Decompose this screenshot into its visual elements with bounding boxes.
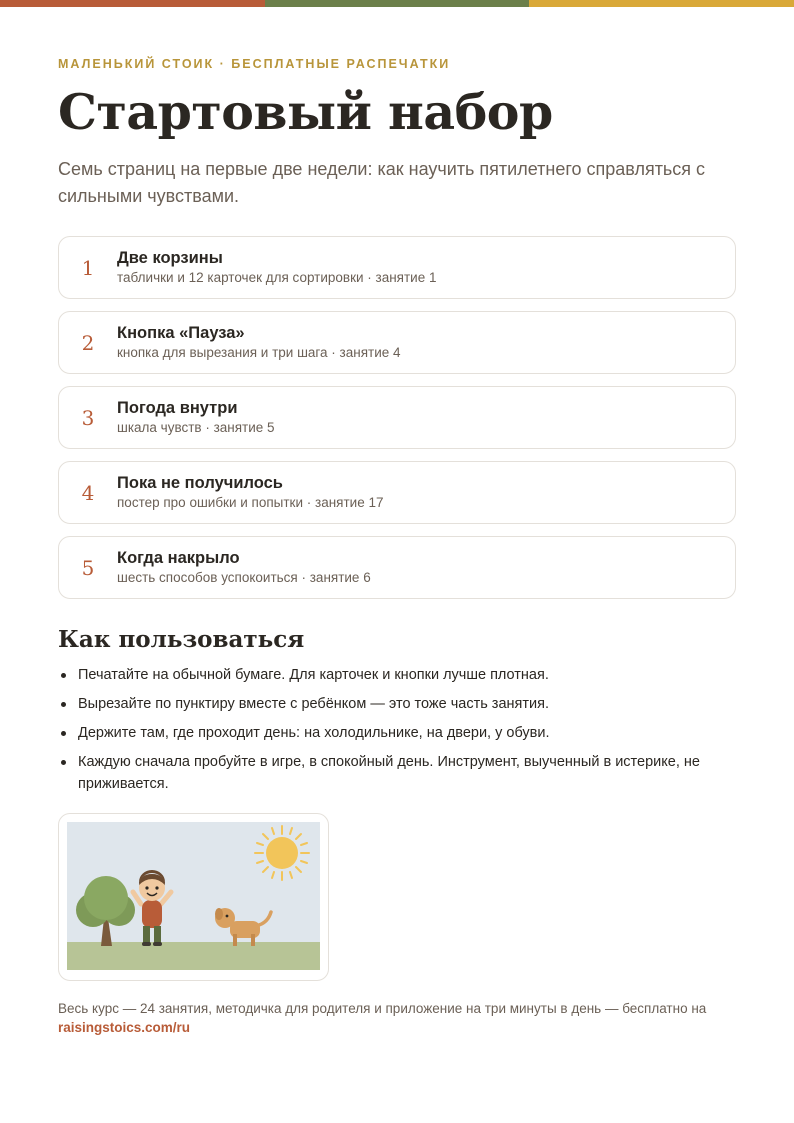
item-title: Пока не получилось xyxy=(117,474,283,492)
lead-text: Семь страниц на первые две недели: как научить пятилетнего справляться с сильными чувствами. xyxy=(58,159,706,206)
item-description: постер про ошибки и попытки · занятие 17 xyxy=(117,495,384,510)
course-link[interactable]: raisingstoics.com/ru xyxy=(58,1020,191,1035)
item-description: таблички и 12 карточек для сортировки · занятие 1 xyxy=(117,270,437,285)
tip-item: Печатайте на обычной бумаге. Для карточек и кнопки лучше плотная. xyxy=(58,664,736,686)
tip-item: Держите там, где проходит день: на холодильнике, на двери, у обуви. xyxy=(58,722,736,744)
item-title: Две корзины xyxy=(117,249,223,267)
item-number: 3 xyxy=(81,405,95,430)
top-bar-yellow xyxy=(529,0,794,7)
item-number: 5 xyxy=(81,555,95,580)
tip-item: Вырезайте по пунктиру вместе с ребёнком — это тоже часть занятия. xyxy=(58,693,736,715)
grass xyxy=(67,942,320,970)
item-title: Кнопка «Пауза» xyxy=(117,324,245,342)
list-item[interactable] xyxy=(58,386,736,449)
illustration-card xyxy=(58,813,329,981)
list-item[interactable] xyxy=(58,311,736,374)
howto-heading: Как пользоваться xyxy=(58,626,305,653)
item-title: Погода внутри xyxy=(117,399,238,417)
footer-text: Весь курс — 24 занятия, методичка для родителя и приложение на три минуты в день — бесплатно на xyxy=(58,1001,707,1016)
list-item[interactable] xyxy=(58,236,736,299)
top-bar-green xyxy=(265,0,530,7)
child-dog-illustration xyxy=(67,822,320,970)
item-description: кнопка для вырезания и три шага · занятие 4 xyxy=(117,345,401,360)
page-title: Стартовый набор xyxy=(58,83,553,141)
item-number: 2 xyxy=(81,330,95,355)
item-title: Когда накрыло xyxy=(117,549,240,567)
top-bar-red xyxy=(0,0,265,7)
list-item[interactable] xyxy=(58,536,736,599)
footer-note xyxy=(58,999,736,1037)
top-color-bar xyxy=(0,0,794,7)
list-item[interactable] xyxy=(58,461,736,524)
printables-list xyxy=(58,236,736,611)
item-number: 1 xyxy=(81,255,95,280)
tips-list xyxy=(58,664,736,802)
item-description: шесть способов успокоиться · занятие 6 xyxy=(117,570,371,585)
item-number: 4 xyxy=(81,480,95,505)
sun-disc xyxy=(266,837,298,869)
eyebrow: МАЛЕНЬКИЙ СТОИК · БЕСПЛАТНЫЕ РАСПЕЧАТКИ xyxy=(58,57,451,71)
tip-item: Каждую сначала пробуйте в игре, в спокойный день. Инструмент, выученный в истерике, не приживается. xyxy=(58,751,736,795)
item-description: шкала чувств · занятие 5 xyxy=(117,420,275,435)
